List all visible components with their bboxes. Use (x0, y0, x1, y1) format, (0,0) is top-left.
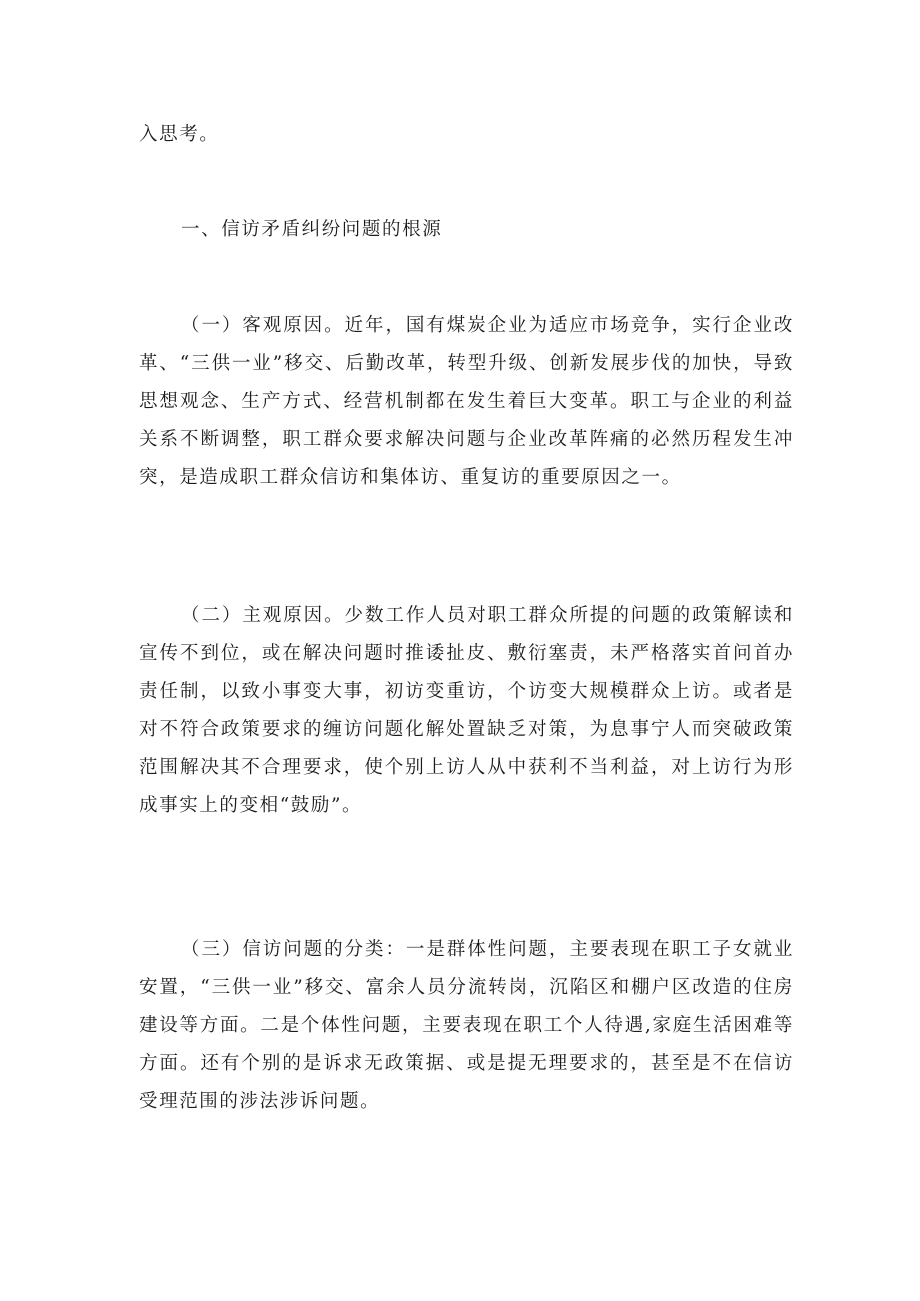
paragraph-classification: （三）信访问题的分类：一是群体性问题，主要表现在职工子女就业安置，“三供一业”移交、富余人员分流转岗，沉陷区和棚户区改造的住房建设等方面。二是个体性问题，主要表现在职工个人待遇,家庭生活困难等方面。还有个别的是诉求无政策据、或是提无理要求的，甚至是不在信访受理范围的涉法涉诉问题。 (139, 939, 794, 1112)
section-heading: 一、信访矛盾纠纷问题的根源 (181, 219, 443, 240)
paragraph-objective-causes: （一）客观原因。近年，国有煤炭企业为适应市场竞争，实行企业改革、“三供一业”移交、后勤改革，转型升级、创新发展步伐的加快，导致思想观念、生产方式、经营机制都在发生着巨大变革。职工与企业的利益关系不断调整，职工群众要求解决问题与企业改革阵痛的必然历程发生冲突，是造成职工群众信访和集体访、重复访的重要原因之一。 (139, 315, 794, 488)
paragraph-continuation: 入思考。 (139, 124, 220, 145)
paragraph-subjective-causes: （二）主观原因。少数工作人员对职工群众所提的问题的政策解读和宣传不到位，或在解决问题时推诿扯皮、敷衍塞责，未严格落实首问首办责任制，以致小事变大事，初访变重访，个访变大规模群众上访。或者是对不符合政策要求的缠访问题化解处置缺乏对策，为息事宁人而突破政策范围解决其不合理要求，使个别上访人从中获利不当利益，对上访行为形成事实上的变相“鼓励”。 (139, 605, 794, 816)
